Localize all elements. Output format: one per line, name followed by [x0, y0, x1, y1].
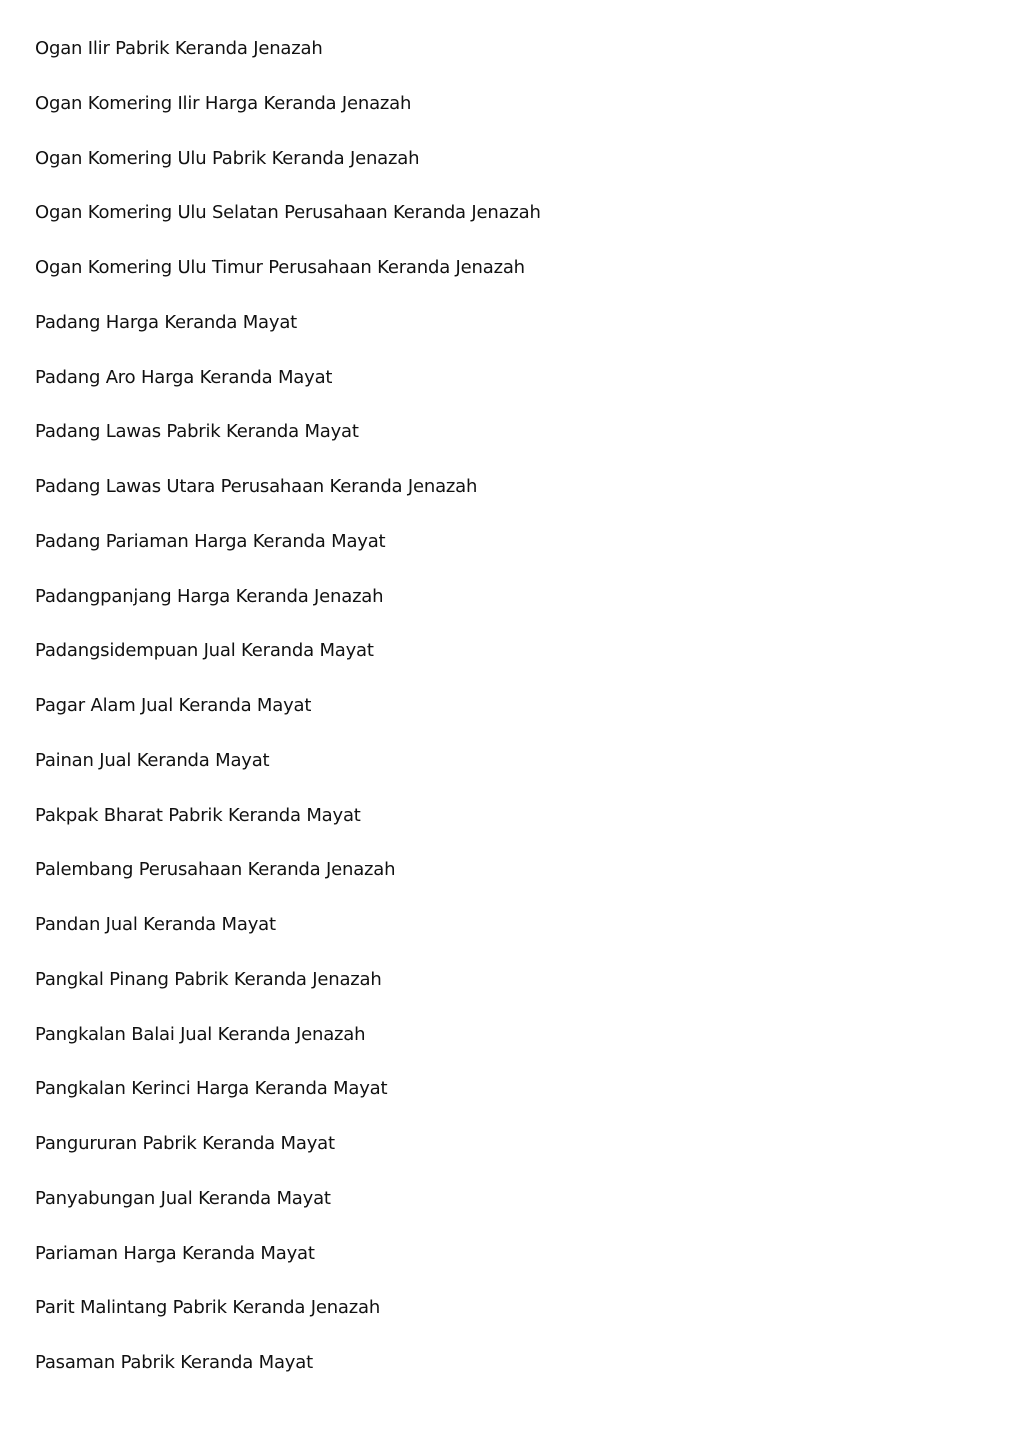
location-link[interactable]: Panyabungan Jual Keranda Mayat	[35, 1187, 331, 1209]
location-link[interactable]: Padangpanjang Harga Keranda Jenazah	[35, 585, 384, 607]
location-link[interactable]: Ogan Ilir Pabrik Keranda Jenazah	[35, 38, 323, 59]
list-item	[35, 1241, 541, 1296]
location-link[interactable]: Padangsidempuan Jual Keranda Mayat	[35, 640, 374, 662]
location-link[interactable]: Palembang Perusahaan Keranda Jenazah	[35, 859, 396, 881]
location-link[interactable]: Padang Lawas Utara Perusahaan Keranda Jenazah	[35, 476, 478, 497]
location-link[interactable]: Pangkal Pinang Pabrik Keranda Jenazah	[35, 968, 382, 990]
location-link[interactable]: Padang Aro Harga Keranda Mayat	[35, 366, 333, 388]
location-link[interactable]: Pakpak Bharat Pabrik Keranda Mayat	[35, 804, 361, 826]
location-link[interactable]: Ogan Komering Ulu Timur Perusahaan Keranda Jenazah	[35, 257, 525, 278]
list-item	[35, 310, 541, 365]
location-link[interactable]: Parit Malintang Pabrik Keranda Jenazah	[35, 1297, 381, 1319]
location-link[interactable]: Painan Jual Keranda Mayat	[35, 749, 270, 771]
location-link[interactable]: Padang Pariaman Harga Keranda Mayat	[35, 530, 386, 552]
list-item	[35, 857, 541, 912]
list-item	[35, 255, 541, 310]
location-link[interactable]: Padang Lawas Pabrik Keranda Mayat	[35, 421, 359, 443]
list-item	[35, 146, 541, 201]
list-item	[35, 529, 541, 584]
list-item	[35, 365, 541, 420]
list-item	[35, 1350, 541, 1405]
location-link[interactable]: Pasaman Pabrik Keranda Mayat	[35, 1352, 313, 1373]
location-link[interactable]: Pandan Jual Keranda Mayat	[35, 914, 276, 935]
location-link[interactable]: Pariaman Harga Keranda Mayat	[35, 1242, 315, 1264]
location-link[interactable]: Pangkalan Kerinci Harga Keranda Mayat	[35, 1078, 388, 1100]
list-item	[35, 803, 541, 858]
location-link[interactable]: Pagar Alam Jual Keranda Mayat	[35, 695, 312, 716]
list-item	[35, 748, 541, 803]
list-item	[35, 1076, 541, 1131]
list-item	[35, 1022, 541, 1077]
location-link[interactable]: Pangururan Pabrik Keranda Mayat	[35, 1133, 335, 1154]
list-item	[35, 693, 541, 748]
list-item	[35, 584, 541, 639]
list-item	[35, 1131, 541, 1186]
list-item	[35, 91, 541, 146]
list-item	[35, 36, 541, 91]
location-link[interactable]: Ogan Komering Ilir Harga Keranda Jenazah	[35, 92, 412, 114]
location-link[interactable]: Padang Harga Keranda Mayat	[35, 311, 298, 333]
list-item	[35, 967, 541, 1022]
location-link[interactable]: Ogan Komering Ulu Selatan Perusahaan Keranda Jenazah	[35, 202, 541, 224]
list-item	[35, 200, 541, 255]
list-item	[35, 912, 541, 967]
location-link[interactable]: Pangkalan Balai Jual Keranda Jenazah	[35, 1023, 366, 1045]
list-item	[35, 419, 541, 474]
list-item	[35, 638, 541, 693]
list-item	[35, 1186, 541, 1241]
list-item	[35, 474, 541, 529]
link-list	[35, 36, 541, 1405]
location-link[interactable]: Ogan Komering Ulu Pabrik Keranda Jenazah	[35, 147, 420, 169]
list-item	[35, 1295, 541, 1350]
